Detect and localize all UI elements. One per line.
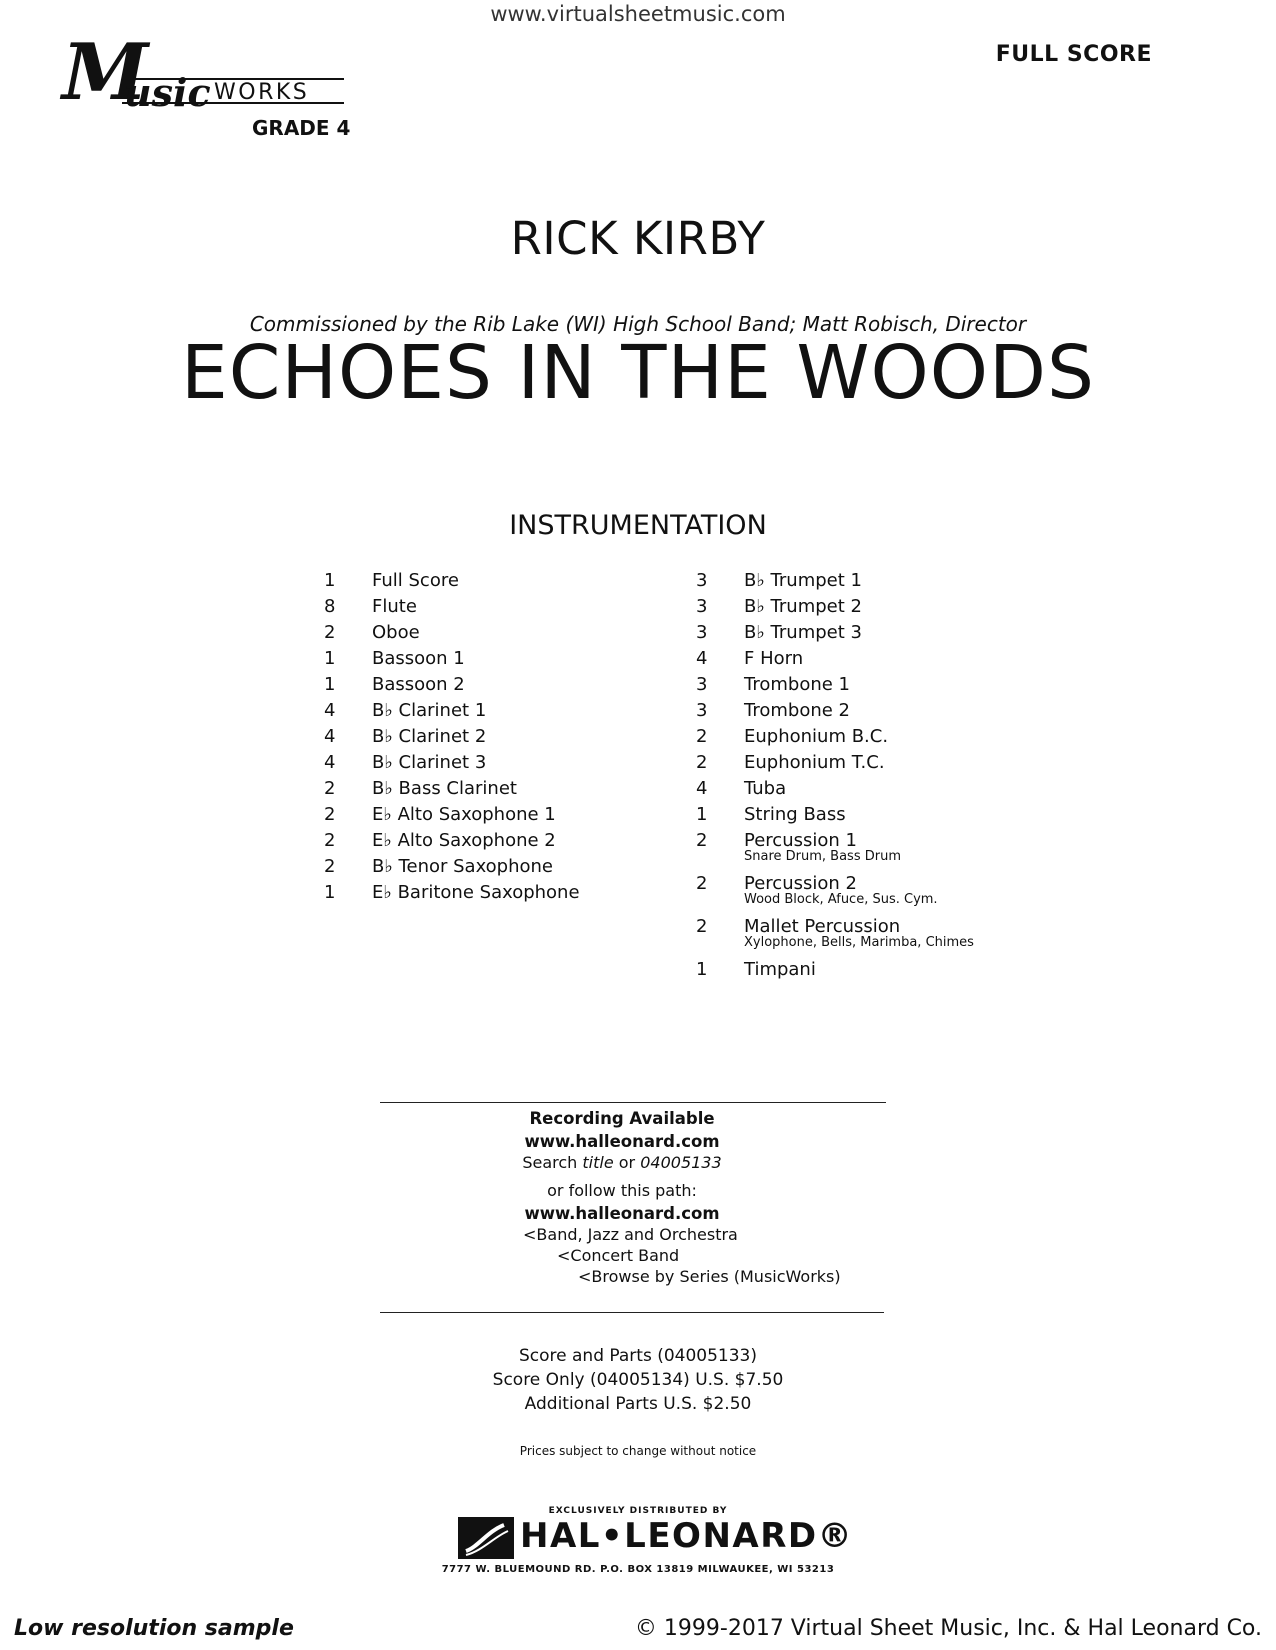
instrument-quantity: 2 (324, 830, 336, 851)
instrument-name: Trombone 1 (744, 674, 850, 695)
instrument-name: Bassoon 1 (372, 648, 465, 669)
instrument-name: Euphonium T.C. (744, 752, 885, 773)
instrument-quantity: 2 (696, 752, 708, 773)
instrument-quantity: 2 (696, 916, 708, 937)
logo-music-script: usic (124, 70, 211, 115)
low-resolution-notice: Low resolution sample (14, 1616, 294, 1641)
copyright-notice: © 1999-2017 Virtual Sheet Music, Inc. & Hal Leonard Co. (634, 1616, 1262, 1641)
instrument-quantity: 4 (324, 752, 336, 773)
musicworks-logo (62, 27, 362, 144)
instrument-name: Bassoon 2 (372, 674, 465, 695)
instrument-name: Percussion 1 (744, 830, 857, 851)
instrument-quantity: 1 (696, 959, 708, 980)
recording-site-link-2[interactable]: www.halleonard.com (524, 1204, 720, 1223)
instrument-quantity: 2 (696, 873, 708, 894)
full-score-label: FULL SCORE (995, 42, 1152, 67)
watermark-url: www.virtualsheetmusic.com (490, 2, 786, 26)
logo-works: WORKS (214, 80, 310, 105)
instrument-name: Mallet Percussion (744, 916, 901, 937)
instrument-quantity: 1 (324, 674, 336, 695)
instrument-quantity: 2 (324, 804, 336, 825)
instrumentation-heading: INSTRUMENTATION (509, 510, 767, 541)
instrument-subtitle: Snare Drum, Bass Drum (744, 849, 901, 864)
publisher-name: HAL•LEONARD® (520, 1516, 854, 1556)
recording-follow-line: or follow this path: (547, 1181, 697, 1200)
distributed-by: EXCLUSIVELY DISTRIBUTED BY (548, 1506, 728, 1516)
commission-line: Commissioned by the Rib Lake (WI) High School Band; Matt Robisch, Director (249, 312, 1027, 336)
instrument-quantity: 4 (324, 726, 336, 747)
instrument-name: E♭ Alto Saxophone 2 (372, 830, 556, 851)
instrument-quantity: 2 (324, 622, 336, 643)
recording-divider-top (380, 1102, 886, 1103)
instrument-name: E♭ Baritone Saxophone (372, 882, 580, 903)
instrument-quantity: 1 (324, 648, 336, 669)
recording-path-2: <Concert Band (557, 1246, 680, 1265)
recording-divider-bottom (380, 1312, 884, 1313)
composer-name: RICK KIRBY (510, 212, 766, 265)
instrument-name: B♭ Trumpet 1 (744, 570, 862, 591)
instrument-name: B♭ Trumpet 2 (744, 596, 862, 617)
instrument-quantity: 4 (696, 778, 708, 799)
instrument-quantity: 8 (324, 596, 336, 617)
instrument-name: Euphonium B.C. (744, 726, 889, 747)
instrument-name: B♭ Bass Clarinet (372, 778, 517, 799)
instrument-name: B♭ Clarinet 3 (372, 752, 487, 773)
instrument-subtitle: Wood Block, Afuce, Sus. Cym. (744, 892, 938, 907)
instrument-quantity: 4 (696, 648, 708, 669)
instrument-quantity: 1 (696, 804, 708, 825)
instrument-name: Timpani (744, 959, 816, 980)
instrument-name: String Bass (744, 804, 846, 825)
recording-path-1: <Band, Jazz and Orchestra (523, 1225, 738, 1244)
instrument-name: Tuba (744, 778, 787, 799)
instrument-name: Trombone 2 (744, 700, 850, 721)
grade-label: GRADE 4 (252, 116, 351, 140)
recording-heading: Recording Available (529, 1109, 715, 1128)
instrument-name: B♭ Tenor Saxophone (372, 856, 554, 877)
instrument-name: Full Score (372, 570, 459, 591)
instrument-quantity: 4 (324, 700, 336, 721)
instrument-name: B♭ Clarinet 1 (372, 700, 487, 721)
instrument-quantity: 3 (696, 674, 708, 695)
recording-search-line: Search title or 04005133 (522, 1153, 722, 1172)
instrument-quantity: 3 (696, 700, 708, 721)
instrument-quantity: 3 (696, 570, 708, 591)
instrument-quantity: 3 (696, 596, 708, 617)
publisher-address: 7777 W. BLUEMOUND RD. P.O. BOX 13819 MILWAUKEE, WI 53213 (441, 1564, 835, 1575)
instrument-quantity: 1 (324, 882, 336, 903)
instrument-name: Percussion 2 (744, 873, 857, 894)
instrument-name: B♭ Trumpet 3 (744, 622, 862, 643)
instrument-quantity: 2 (324, 856, 336, 877)
pricing-line-1: Score and Parts (04005133) (518, 1346, 758, 1366)
instrument-quantity: 2 (324, 778, 336, 799)
instrument-quantity: 3 (696, 622, 708, 643)
instrument-name: Flute (372, 596, 417, 617)
instrument-subtitle: Xylophone, Bells, Marimba, Chimes (744, 935, 974, 950)
instrument-quantity: 2 (696, 726, 708, 747)
price-note: Prices subject to change without notice (519, 1444, 757, 1458)
instrument-name: E♭ Alto Saxophone 1 (372, 804, 556, 825)
recording-site-link[interactable]: www.halleonard.com (524, 1132, 720, 1151)
recording-path-3: <Browse by Series (MusicWorks) (578, 1267, 841, 1286)
pricing-line-3: Additional Parts U.S. $2.50 (524, 1394, 752, 1414)
instrument-name: Oboe (372, 622, 420, 643)
pricing-line-2: Score Only (04005134) U.S. $7.50 (492, 1370, 784, 1390)
score-title: ECHOES IN THE WOODS (180, 330, 1095, 416)
instrument-quantity: 2 (696, 830, 708, 851)
pricing-block (0, 1344, 1276, 1416)
hal-leonard-logo-icon (458, 1517, 514, 1559)
instrument-quantity: 1 (324, 570, 336, 591)
logo-music-wordmark: M (62, 27, 149, 118)
instrument-name: F Horn (744, 648, 804, 669)
instrument-name: B♭ Clarinet 2 (372, 726, 487, 747)
